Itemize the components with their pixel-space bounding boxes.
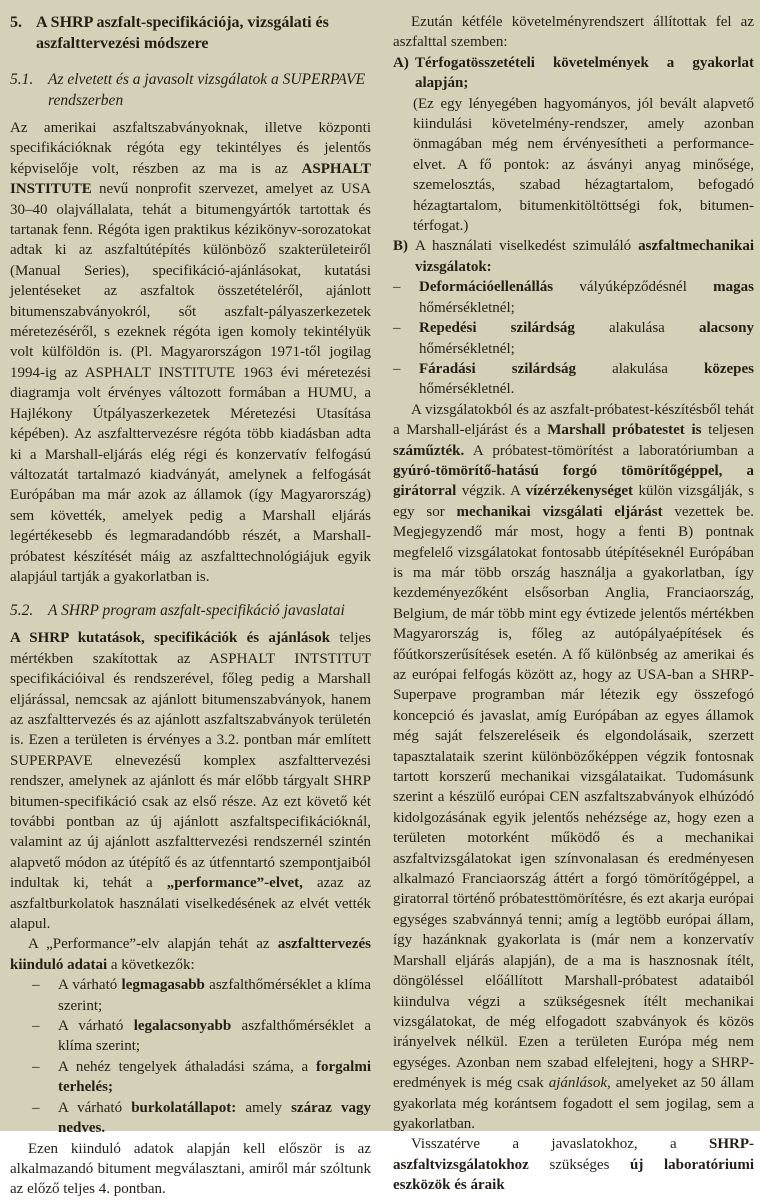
bold-text-run: közepes xyxy=(704,360,754,377)
bold-text-run: Marshall próbatestet is xyxy=(547,422,702,439)
text-run: végzik. A xyxy=(456,483,526,500)
text-run: A várható xyxy=(58,1018,134,1035)
text-run: Az amerikai aszfaltszabványoknak, illetve központi specifikációknak régóta egy tekintélyes és jelentős képviselője volt, részben az ma is az xyxy=(10,120,371,177)
text-run: A használati viselkedést szimuláló xyxy=(415,238,639,255)
text-run: nevű nonprofit szervezet, amelyet az USA 30–40 olajvállalata, tehát a bitumengyártók tartottak és tartanak fenn. Régóta igen praktikus kézikönyv-sorozatokat adtak ki az aszfaltútépítés különböző szakterületeiről (Manual Series), specifikáció-ajánlásokat, kutatási jelentéseket az aszfaltok összetételéről, ajánlott bitumenszabványokról, sőt aszfalt-pályaszerkezetek méretezéséről, s ezeknek régóta igen komoly tekintélyük volt külföldön is. (Pl. Magyarországon 1971-től jogilag 1994-ig az ASPHALT INSTITUTE 1963 évi méretezési diagramja volt érvényes változott formában a HUMU, a Hajlékony Útpályaszerkezetek Méretezési Utasítása képében). Az aszfalttervezésre régóta több kiadásban adta ki a Marshall-eljárás elég régi és konzervatív felfogású változatát tartalmazó kiadványát, amelynek a felfogását Európában ma már azok az államok (így Magyarország) sem követték, amelyek pedig a Marshall eljárás legértékesebb és legmaradandóbb részét, a Marshall-próbatest készítését máig az aszfalttechnológiájuk egyik alapjául tartják a gyakorlatban is. xyxy=(10,181,371,585)
bold-text-run: aszfalttervezés kiinduló adatai xyxy=(10,936,371,973)
alpha-label: B) xyxy=(393,238,408,255)
bold-text-run: vízérzékenységet xyxy=(525,483,634,500)
bold-text-run: gyúró-tömörítő-hatású forgó tömörítőgéppel, a girátorral xyxy=(393,462,754,500)
text-run: A próbatest-tömörítést a laboratóriumban a xyxy=(464,442,754,459)
dash-bullet: – xyxy=(32,1099,40,1116)
left-column xyxy=(10,12,371,1200)
bold-text-run: Repedési szilárdság xyxy=(419,320,575,337)
text-run: vályúképződésnél xyxy=(553,279,714,296)
subsection-number: 5.2. xyxy=(10,602,34,620)
text-run: külön vizsgálják, s egy sor xyxy=(393,483,754,520)
text-run: Visszatérve a javaslatokhoz, a xyxy=(411,1136,709,1153)
paragraph xyxy=(10,118,371,587)
bold-text-run: SHRP-aszfaltvizsgálatokhoz xyxy=(393,1136,754,1173)
bold-text-run: mechanikai vizsgálati eljárást xyxy=(456,503,663,520)
bold-text-run: ASPHALT INSTITUTE xyxy=(10,160,371,198)
bold-text-run: magas xyxy=(713,279,754,296)
paragraph xyxy=(10,934,371,975)
subsection-number: 5.1. xyxy=(10,71,34,88)
paragraph xyxy=(393,1134,754,1195)
indented-note xyxy=(413,94,754,237)
dash-bullet: – xyxy=(32,1018,40,1035)
bold-text-run: legmagasabb xyxy=(121,977,205,994)
bold-text-run: új laboratóriumi eszközök és áraik xyxy=(393,1156,754,1194)
paragraph xyxy=(393,400,754,1135)
text-run: amely xyxy=(236,1099,292,1116)
bold-text-run: „performance”-elvet, xyxy=(166,875,303,892)
text-run: Az elvetett és a javasolt vizsgálatok a SUPERPAVE rendszerben xyxy=(48,71,366,109)
section-number: 5. xyxy=(10,14,22,31)
bold-text-run: legalacsonyabb xyxy=(133,1018,232,1035)
text-run: A SHRP aszfalt-specifikációja, vizsgálati és aszfalttervezési módszere xyxy=(36,14,329,52)
text-run: hőmérsékletnél; xyxy=(419,340,515,357)
list-item-dash xyxy=(32,1057,371,1098)
dash-bullet: – xyxy=(32,1058,40,1075)
bold-text-run: Fáradási szilárdság xyxy=(419,360,576,377)
text-run: A várható xyxy=(58,1099,132,1116)
list-item-dash xyxy=(393,359,754,400)
text-run: A SHRP program aszfalt-specifikáció javaslatai xyxy=(48,602,345,620)
paragraph xyxy=(393,12,754,53)
bold-text-run: A SHRP kutatások, specifikációk és ajánlások xyxy=(10,630,331,647)
text-run: hőmérsékletnél; xyxy=(419,299,515,316)
text-run: szükséges xyxy=(528,1156,631,1173)
text-run: amelyeket az 50 állam gyakorlata még korántsem fogadott el sem jogilag, sem a gyakorlatban. xyxy=(393,1075,754,1132)
text-run: aszfalthőmérséklet a klíma szerint; xyxy=(58,977,371,1014)
paragraph xyxy=(10,1139,371,1200)
bold-text-run: aszfaltmechanikai vizsgálatok: xyxy=(415,238,754,275)
text-run: teljesen xyxy=(701,422,754,439)
list-item-dash xyxy=(32,1016,371,1057)
alpha-label: A) xyxy=(393,54,409,71)
list-item-dash xyxy=(32,1098,371,1139)
text-run: vezettek be. Megjegyzendő már most, hogy a fenti B) pontnak megfelelő vizsgálatokat fontosabb útépítéseknél Európában is ma már több ország használja a gyakorlatban, így kezdeményezőként elsősorban Anglia, Franciaország, Belgium, de már több mint egy évtizede jelentős mértékben Magyarország is, főleg az autópályaépítések és főútkorszerűsítések esetén. A fő különbség az amerikai és az európai felfogás között az, hogy az USA-ban a SHRP-Superpave programban már létezik egy összefogó koncepció és javaslat, amíg Európában az egyes államok még saját felszereléseik és elgondolásaik, szerzett tapasztalataik szerint különbözőképpen végzik fontosnak tartott korszerű mechanikai vizsgálataikat. Tudomásunk szerint a készülő európai CEN aszfaltszabványok elhúzódó kidolgozásának egyik jelentős nehézsége az, hogy ezen a területen motorként működő és a mechanikai aszfaltvizsgálatokat igen színvonalasan és eredményesen alkalmazó Franciaország áttért a forgó tömörítőgéppel, a giratorral történő próbatesttömörítésre, és ezt akarja európai egységes szabvánnyá tenni; amíg a legtöbb európai állam, így hazánknak gyakorlata is (már nem a konzervatív Marshall eljárás alapján), de a ma is hasznosnak ítélt, döngöléssel előállított Marshall-próbatest adataiból kiindulva végzi a szükségesnek ítélt mechanikai vizsgálatokat, de még elfogadott szabványok és közös irányelvek nélkül. Ezen a területen Európa még nem egységes. Azonban nem szabad elfelejteni, hogy a SHRP-eredmények is még csak xyxy=(393,503,754,1092)
section-heading xyxy=(10,12,371,54)
bold-text-run: száműzték. xyxy=(393,442,465,459)
paragraph xyxy=(10,628,371,934)
dash-bullet: – xyxy=(32,977,40,994)
text-run: A vizsgálatokból és az aszfalt-próbatest-készítésből tehát a Marshall-eljárást és a xyxy=(393,401,754,439)
text-run: azaz az aszfaltburkolatok használati viselkedésének az elvét vették alapul. xyxy=(10,875,371,933)
dash-bullet: – xyxy=(393,360,401,377)
bold-text-run: forgalmi terhelés; xyxy=(58,1058,371,1096)
dash-bullet: – xyxy=(393,279,401,296)
text-run: A „Performance”-elv alapján tehát az xyxy=(28,936,278,953)
list-item-alpha xyxy=(393,53,754,94)
right-column xyxy=(393,12,754,1200)
text-run: Ezután kétféle követelményrendszert állítottak fel az aszfalttal szemben: xyxy=(393,14,754,51)
list-item-alpha xyxy=(393,236,754,277)
bold-text-run: burkolatállapot: xyxy=(131,1099,237,1116)
text-run: alakulása xyxy=(575,360,704,377)
two-column-layout xyxy=(10,12,754,1200)
text-run: Ezen kiinduló adatok alapján kell először is az alkalmazandó bitument megválasztani, amiről már szóltunk az előző teljes 4. pontban. xyxy=(10,1140,371,1198)
italic-text-run: ajánlások, xyxy=(548,1075,611,1092)
bold-text-run: Térfogatösszetételi követelmények a gyakorlat alapján; xyxy=(415,54,754,92)
text-run: (Ez egy lényegében hagyományos, jól bevált alapvető kiindulási követelmény-rendszer, amely azonban önmagában még nem érvényesítheti a performance-elvet. A fő pontok: az ásványi anyag minősége, szemelosztás, szabad hézagtartalom, befogadó hézagtartalom, bitumenkitöltöttségi fok, bitumen-térfogat.) xyxy=(413,95,754,235)
text-run: A várható xyxy=(58,977,122,994)
list-item-dash xyxy=(393,277,754,318)
text-run: hőmérsékletnél. xyxy=(419,381,515,398)
text-run: A nehéz tengelyek áthaladási száma, a xyxy=(58,1058,317,1075)
bold-text-run: Deformációellenállás xyxy=(419,279,554,296)
subsection-heading xyxy=(10,69,371,111)
bold-text-run: alacsony xyxy=(698,320,754,337)
dash-bullet: – xyxy=(393,320,401,337)
text-run: aszfalthőmérséklet a klíma szerint; xyxy=(58,1018,372,1055)
bold-text-run: száraz vagy nedves. xyxy=(58,1099,372,1137)
list-item-dash xyxy=(32,975,371,1016)
list-item-dash xyxy=(393,318,754,359)
subsection-heading xyxy=(10,600,371,621)
text-run: alakulása xyxy=(574,320,699,337)
text-run: a következők: xyxy=(107,956,195,973)
text-run: teljes mértékben szakítottak az ASPHALT INTSTITUT specifikációival és rendszerével, főleg pedig a Marshall eljárással, nemcsak az ajánlott bitumenszabványok, hanem az aszfalttervezés és az ajánlott aszfaltszabványok területén is. Ezen a területen is érvényes a 3.2. pontban már említett SUPERPAVE elnevezésű komplex aszfalttervezési rendszer, amelynek az ajánlott és már előbb tárgyalt SHRP bitumen-specifikáció csak az első része. Az ezt követő két további pontban az új ajánlott aszfaltspecifikációknál, valamint az új ajánlott aszfalttervezési rendszernél szintén alapvető módon az útépítő és az útfenntartó szempontjaiból indultak ki, tehát a xyxy=(10,630,371,892)
